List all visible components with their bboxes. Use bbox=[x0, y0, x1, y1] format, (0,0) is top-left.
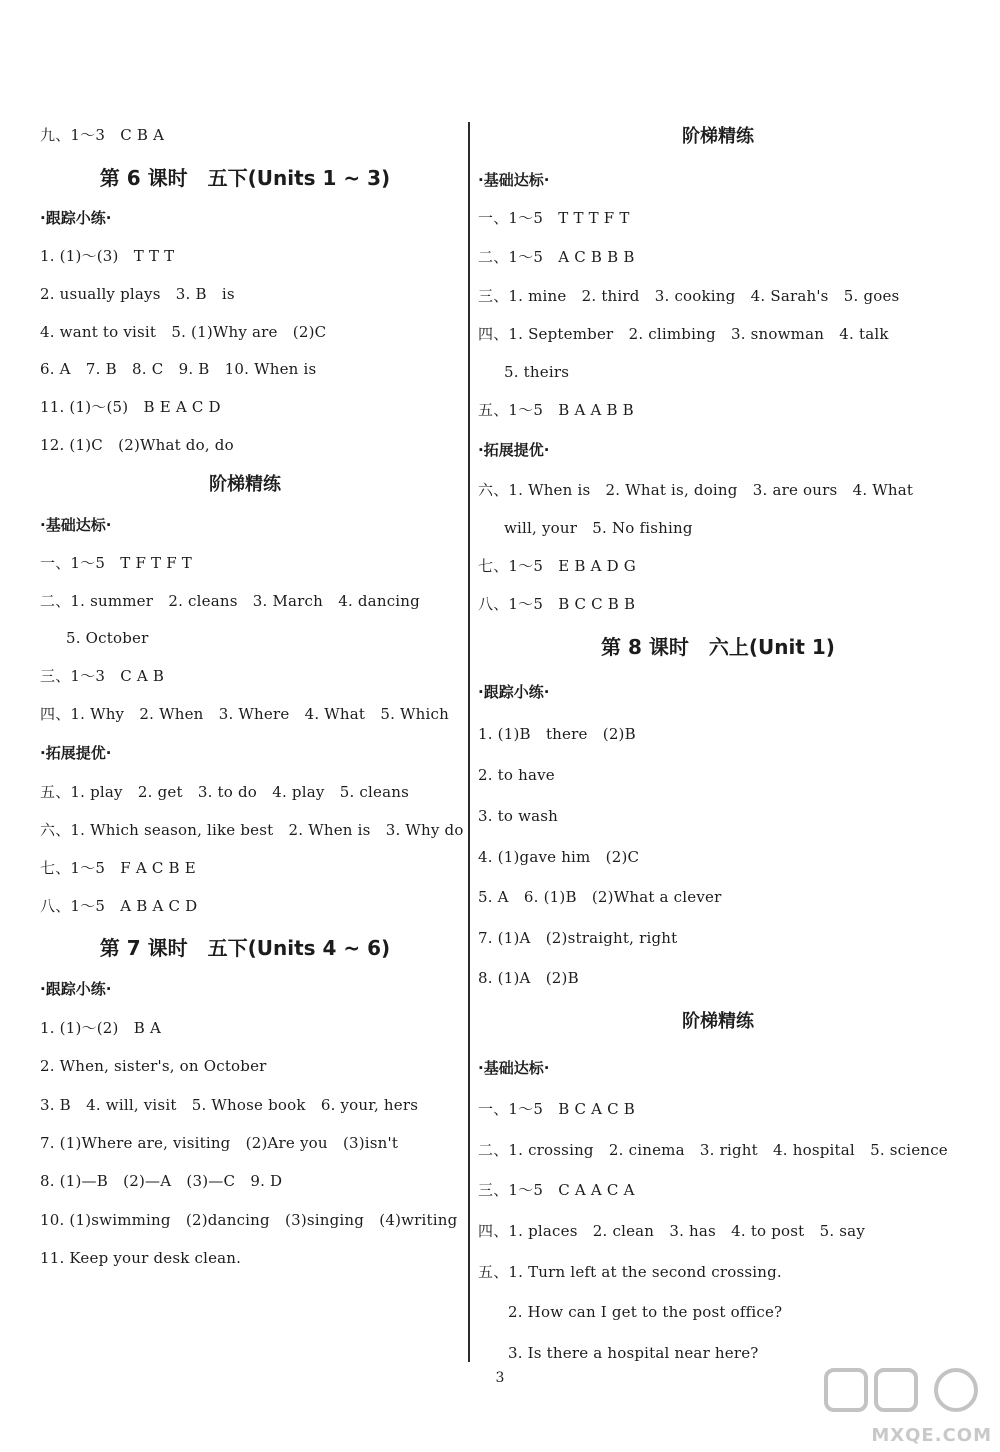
answer-line: 六、1. When is 2. What is, doing 3. are ours 4. What bbox=[478, 481, 914, 499]
lesson-7-title: 第 7 课时 五下(Units 4 ~ 6) bbox=[99, 936, 391, 960]
answer-line: 二、1～5 A C B B B bbox=[478, 248, 635, 266]
answer-line: 1. (1)～(2) B A bbox=[40, 1019, 161, 1037]
ladder-practice-title: 阶梯精练 bbox=[682, 1011, 754, 1032]
answer-line: 四、1. places 2. clean 3. has 4. to post 5. say bbox=[478, 1222, 865, 1240]
answer-line: 5. theirs bbox=[504, 363, 570, 381]
answer-line: 2. usually plays 3. B is bbox=[40, 285, 235, 303]
answer-line: 九、1～3 C B A bbox=[40, 126, 165, 144]
answer-line: 四、1. Why 2. When 3. Where 4. What 5. Which bbox=[40, 705, 449, 723]
basic-standard-label: ·基础达标· bbox=[478, 1059, 550, 1077]
answer-line: 8. (1)—B (2)—A (3)—C 9. D bbox=[40, 1172, 283, 1190]
answer-line: 5. A 6. (1)B (2)What a clever bbox=[478, 888, 722, 906]
answer-line: 4. want to visit 5. (1)Why are (2)C bbox=[40, 323, 327, 341]
answer-line: 2. When, sister's, on October bbox=[40, 1057, 267, 1075]
answer-line: 三、1. mine 2. third 3. cooking 4. Sarah's 5. goes bbox=[478, 287, 900, 305]
extension-label: ·拓展提优· bbox=[478, 441, 550, 459]
answer-line: 12. (1)C (2)What do, do bbox=[40, 436, 234, 454]
answer-line: 五、1. Turn left at the second crossing. bbox=[478, 1263, 782, 1281]
answer-line: 二、1. summer 2. cleans 3. March 4. dancing bbox=[40, 592, 420, 610]
tracking-practice-label: ·跟踪小练· bbox=[40, 980, 112, 998]
answer-line: 3. B 4. will, visit 5. Whose book 6. your, hers bbox=[40, 1096, 419, 1114]
answer-line: 三、1～5 C A A C A bbox=[478, 1181, 635, 1199]
extension-label: ·拓展提优· bbox=[40, 744, 112, 762]
answer-line: 八、1～5 A B A C D bbox=[40, 897, 198, 915]
answer-line: 7. (1)Where are, visiting (2)Are you (3)isn't bbox=[40, 1134, 399, 1152]
tracking-practice-label: ·跟踪小练· bbox=[478, 683, 550, 701]
answer-line: 六、1. Which season, like best 2. When is 3. Why do bbox=[40, 821, 464, 839]
answer-line: 7. (1)A (2)straight, right bbox=[478, 929, 678, 947]
answer-line: 10. (1)swimming (2)dancing (3)singing (4)writing bbox=[40, 1211, 458, 1229]
answer-line: 一、1～5 B C A C B bbox=[478, 1100, 635, 1118]
answer-line: 11. (1)～(5) B E A C D bbox=[40, 398, 221, 416]
answer-line: 二、1. crossing 2. cinema 3. right 4. hospital 5. science bbox=[478, 1141, 948, 1159]
answer-line: 四、1. September 2. climbing 3. snowman 4. talk bbox=[478, 325, 889, 343]
answer-line: 七、1～5 F A C B E bbox=[40, 859, 196, 877]
answer-line: 五、1～5 B A A B B bbox=[478, 401, 634, 419]
lesson-6-title: 第 6 课时 五下(Units 1 ~ 3) bbox=[99, 166, 391, 190]
answer-line: 2. How can I get to the post office? bbox=[508, 1303, 783, 1321]
ladder-practice-title: 阶梯精练 bbox=[209, 474, 281, 495]
answer-line: 3. Is there a hospital near here? bbox=[508, 1344, 759, 1362]
basic-standard-label: ·基础达标· bbox=[40, 516, 112, 534]
answer-line: 1. (1)B there (2)B bbox=[478, 725, 636, 743]
basic-standard-label: ·基础达标· bbox=[478, 171, 550, 189]
answer-line: 七、1～5 E B A D G bbox=[478, 557, 636, 575]
answer-line: 8. (1)A (2)B bbox=[478, 969, 579, 987]
column-divider bbox=[468, 122, 470, 1362]
watermark-logo-icon bbox=[822, 1366, 992, 1446]
answer-line: 三、1～3 C A B bbox=[40, 667, 165, 685]
ladder-practice-title: 阶梯精练 bbox=[682, 126, 754, 147]
watermark-text: MXQE.COM bbox=[871, 1425, 992, 1446]
answer-line: 11. Keep your desk clean. bbox=[40, 1249, 242, 1267]
answer-line: 一、1～5 T F T F T bbox=[40, 554, 192, 572]
tracking-practice-label: ·跟踪小练· bbox=[40, 209, 112, 227]
answer-line: 1. (1)～(3) T T T bbox=[40, 247, 175, 265]
answer-line: 2. to have bbox=[478, 766, 555, 784]
answer-line: 五、1. play 2. get 3. to do 4. play 5. cleans bbox=[40, 783, 409, 801]
answer-line: 4. (1)gave him (2)C bbox=[478, 848, 640, 866]
answer-line: 5. October bbox=[66, 629, 149, 647]
page-number: 3 bbox=[495, 1370, 505, 1386]
answer-line: 3. to wash bbox=[478, 807, 559, 825]
answer-line: 一、1～5 T T T F T bbox=[478, 209, 630, 227]
answer-line: 6. A 7. B 8. C 9. B 10. When is bbox=[40, 360, 317, 378]
answer-line: 八、1～5 B C C B B bbox=[478, 595, 636, 613]
answer-line: will, your 5. No fishing bbox=[504, 519, 693, 537]
lesson-8-title: 第 8 课时 六上(Unit 1) bbox=[601, 635, 835, 659]
